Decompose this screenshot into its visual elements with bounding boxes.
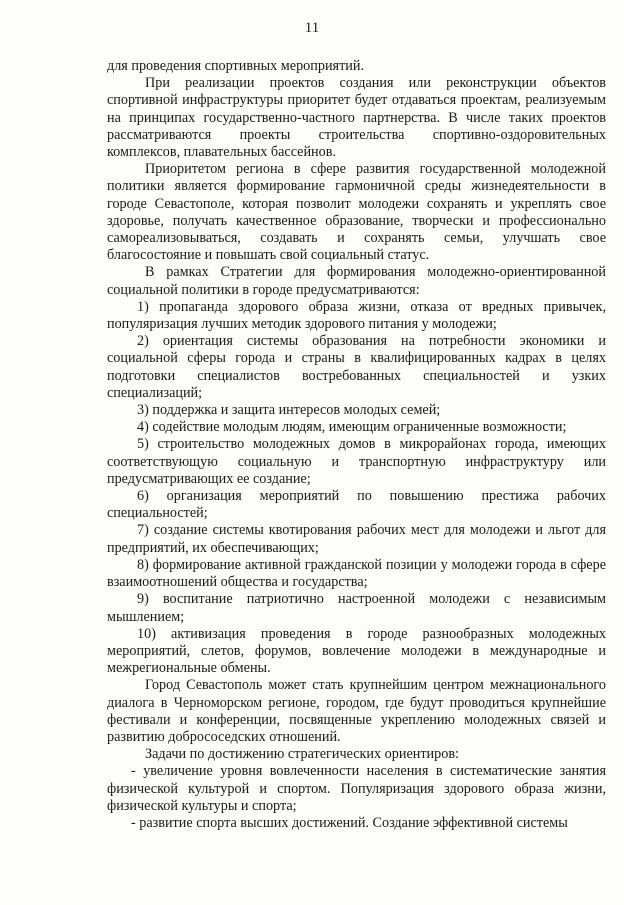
page-number: 11 [304,20,320,36]
list-item-8: 8) формирование активной гражданской позиции у молодежи города в сфере взаимоотношений общества и государства; [107,556,606,591]
dash-item-physical-culture: - увеличение уровня вовлеченности населения в систематические занятия физической культурой и спортом. Популяризация здорового образа жизни, физической культуры и спорта; [107,763,606,814]
paragraph-youth-policy-priority: Приоритетом региона в сфере развития государственной молодежной политики является формирование гармоничной среды жизнедеятельности в городе Севастополе, которая позволит молодежи сохранять и укреплять свое здоровье, получать качественное образование, творчески и профессионально самореализовываться, создавать и сохранять семьи, улучшать свое благосостояние и повышать свой социальный статус. [107,161,606,264]
document-body [107,58,606,832]
paragraph-tasks-heading: Задачи по достижению стратегических ориентиров: [145,746,459,763]
list-item-1: 1) пропаганда здорового образа жизни, отказа от вредных привычек, популяризация лучших методик здорового питания у молодежи; [107,298,606,333]
list-item-7: 7) создание системы квотирования рабочих мест для молодежи и льгот для предприятий, их обеспечивающих; [107,522,606,556]
paragraph-continuation: для проведения спортивных мероприятий. [107,58,364,74]
paragraph-sports-infrastructure: При реализации проектов создания или реконструкции объектов спортивной инфраструктуры приоритет будет отдаваться проектам, реализуемым на принципах государственно-частного партнерства. В числе таких проектов рассматриваются проекты строительства спортивно-оздоровительных комплексов, плавательных бассейнов. [107,75,606,161]
list-item-4: 4) содействие молодым людям, имеющим ограниченные возможности; [137,419,567,436]
paragraph-sevastopol-dialogue: Город Севастополь может стать крупнейшим центром межнационального диалога в Черноморском регионе, городом, где будут проводиться крупнейшие фестивали и конференции, посвященные укреплению молодежных связей и развитию добрососедских отношений. [107,677,606,745]
list-item-10: 10) активизация проведения в городе разнообразных молодежных мероприятий, слетов, форумов, вовлечение молодежи в международные и межрегиональные обмены. [107,625,606,677]
dash-item-elite-sport: - развитие спорта высших достижений. Создание эффективной системы [131,814,568,831]
list-item-5: 5) строительство молодежных домов в микрорайонах города, имеющих соответствующую социальную и транспортную инфраструктуру или предусматривающих ее создание; [107,436,606,487]
paragraph-strategy-intro: В рамках Стратегии для формирования молодежно-ориентированной социальной политики в городе предусматриваются: [107,264,606,298]
list-item-3: 3) поддержка и защита интересов молодых семей; [137,402,441,419]
list-item-6: 6) организация мероприятий по повышению престижа рабочих специальностей; [107,488,606,522]
list-item-2: 2) ориентация системы образования на потребности экономики и социальной сферы города и страны в квалифицированных кадрах в целях подготовки специалистов востребованных специальностей и узких специализаций; [107,333,606,401]
list-item-9: 9) воспитание патриотично настроенной молодежи с независимым мышлением; [107,591,606,625]
